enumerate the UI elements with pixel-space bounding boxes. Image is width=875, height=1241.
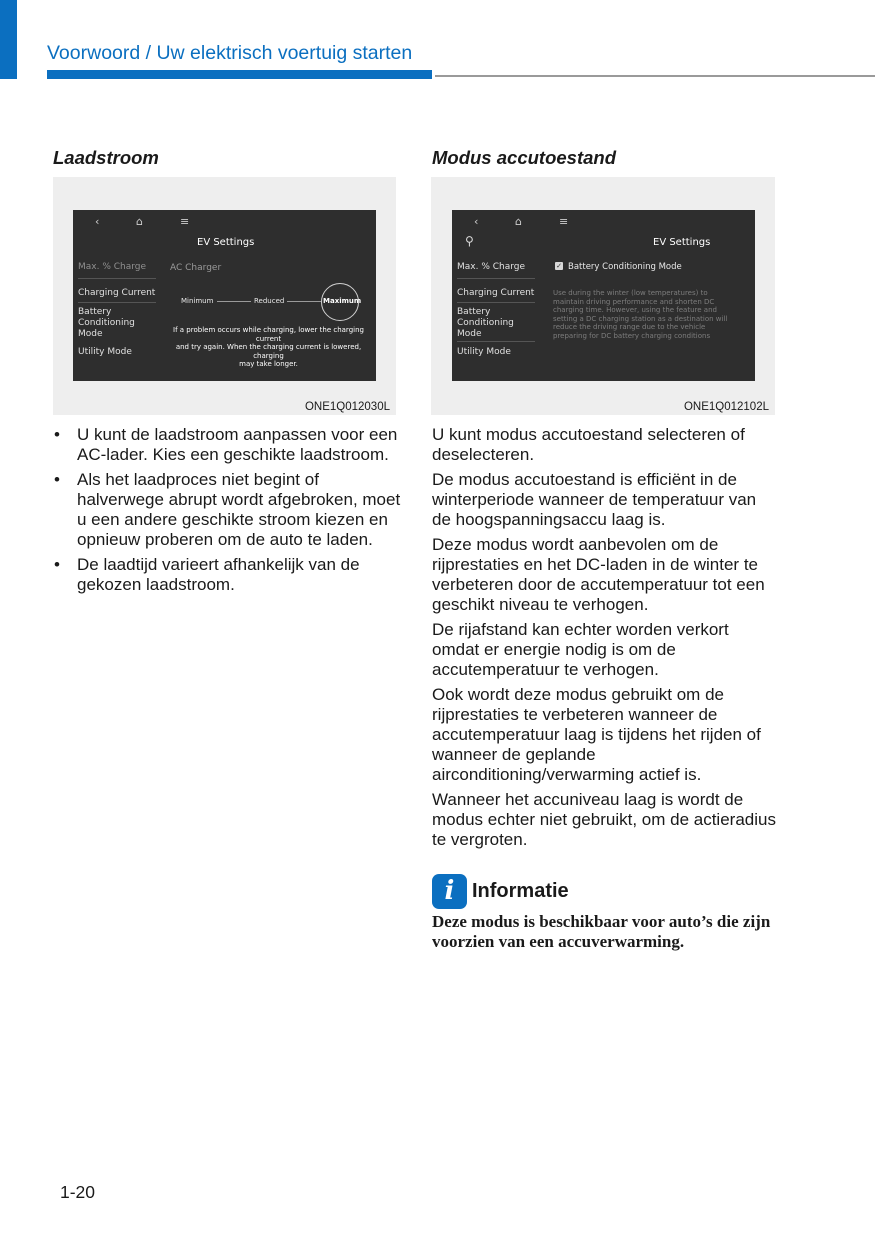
menu-battery: Battery [457, 307, 491, 317]
modus-accutoestand-body [432, 425, 777, 855]
checkbox-checked-icon: ✓ [556, 262, 562, 270]
menu-utility-mode: Utility Mode [457, 347, 511, 357]
info-label: Informatie [472, 879, 569, 902]
screen-title: EV Settings [197, 237, 255, 248]
figure-code: ONE1Q012102L [683, 401, 769, 413]
menu-conditioning: Conditioning [457, 318, 514, 328]
battery-conditioning-option: Battery Conditioning Mode [568, 262, 682, 272]
section-title-modus-accutoestand: Modus accutoestand [432, 147, 616, 168]
menu-divider [78, 278, 156, 279]
menu-max-charge: Max. % Charge [457, 262, 526, 272]
paragraph: De rijafstand kan echter worden verkort omdat er energie nodig is om de accutemperatuur te verhogen. [432, 620, 729, 679]
home-icon: ⌂ [136, 215, 143, 228]
list-item: • U kunt de laadstroom aanpassen voor een AC-lader. Kies een geschikte laadstroom. [52, 425, 402, 465]
header-rule-accent [47, 70, 432, 79]
note-line: and try again. When the charging current is lowered, charging [175, 343, 362, 360]
home-icon: ⌂ [515, 215, 522, 228]
menu-divider [78, 302, 156, 303]
slider-track [217, 301, 251, 302]
desc-line: charging time. However, using the feature and [553, 306, 717, 314]
info-icon: i [432, 874, 467, 909]
back-icon: ‹ [474, 215, 479, 228]
page-number: 1-20 [60, 1182, 96, 1202]
charging-note [161, 326, 376, 369]
paragraph: Wanneer het accuniveau laag is wordt de modus echter niet gebruikt, om de actieradius te vergroten. [432, 790, 776, 849]
back-icon: ‹ [95, 215, 100, 228]
note-line: If a problem occurs while charging, lower the charging current [173, 326, 364, 343]
paragraph: Deze modus wordt aanbevolen om de rijprestaties en het DC-laden in de winter te verbeteren door de accutemperatuur tot een geschikt niveau te verhogen. [432, 535, 765, 614]
menu-conditioning: Conditioning [78, 318, 135, 328]
slider-track [287, 301, 321, 302]
menu-divider [457, 278, 535, 279]
ev-settings-screen [73, 210, 376, 381]
menu-mode: Mode [457, 329, 482, 339]
desc-line: setting a DC charging station as a destination will [553, 314, 728, 323]
paragraph: U kunt modus accutoestand selecteren of deselecteren. [432, 425, 745, 464]
paragraph: Ook wordt deze modus gebruikt om de rijprestaties te verbeteren wanneer de accutemperatuur laag is tijdens het rijden of wanneer de geplande airconditioning/verwarming actief is. [432, 685, 761, 784]
menu-icon: ≡ [559, 215, 569, 228]
search-icon: ⚲ [465, 234, 474, 248]
screen-title: EV Settings [653, 237, 711, 248]
menu-battery: Battery [78, 307, 112, 317]
list-item: • Als het laadproces niet begint of halverwege abrupt wordt afgebroken, moet u een andere geschikte stroom kiezen en opnieuw proberen om de auto te laden. [52, 470, 402, 550]
menu-mode: Mode [78, 329, 103, 339]
menu-divider [457, 341, 535, 342]
menu-utility-mode: Utility Mode [78, 347, 132, 357]
slider-min-label: Minimum [181, 297, 214, 305]
laadstroom-bullets [52, 425, 402, 600]
ev-settings-screen [452, 210, 755, 381]
figure-code: ONE1Q012030L [304, 401, 390, 413]
paragraph: De modus accutoestand is efficiënt in de winterperiode wanneer de temperatuur van de hoogspanningsaccu laag is. [432, 470, 757, 529]
menu-charging-current: Charging Current [457, 288, 535, 298]
page-header-title: Voorwoord / Uw elektrisch voertuig starten [47, 42, 413, 64]
desc-line: preparing for DC battery charging conditions [553, 331, 711, 340]
menu-icon: ≡ [180, 215, 190, 228]
chapter-tab [0, 0, 17, 79]
option-description [553, 289, 753, 340]
figure-modus-accutoestand [431, 177, 775, 415]
info-text: Deze modus is beschikbaar voor auto’s die zijn voorzien van een accuverwarming. [432, 912, 771, 951]
ac-charger-label: AC Charger [170, 263, 222, 273]
header-rule [435, 75, 875, 77]
menu-charging-current: Charging Current [78, 288, 156, 298]
desc-line: reduce the driving range due to the vehicle [553, 323, 706, 331]
slider-max-label: Maximum [323, 297, 362, 305]
desc-line: maintain driving performance and shorten DC [553, 297, 715, 306]
section-title-laadstroom: Laadstroom [53, 147, 159, 168]
info-heading [432, 873, 569, 909]
menu-max-charge: Max. % Charge [78, 262, 147, 272]
slider-mid-label: Reduced [254, 297, 285, 305]
menu-divider [457, 302, 535, 303]
list-item: • De laadtijd varieert afhankelijk van de gekozen laadstroom. [52, 555, 402, 595]
desc-line: Use during the winter (low temperatures) to [553, 289, 708, 297]
figure-laadstroom [53, 177, 396, 415]
note-line: may take longer. [239, 360, 298, 368]
